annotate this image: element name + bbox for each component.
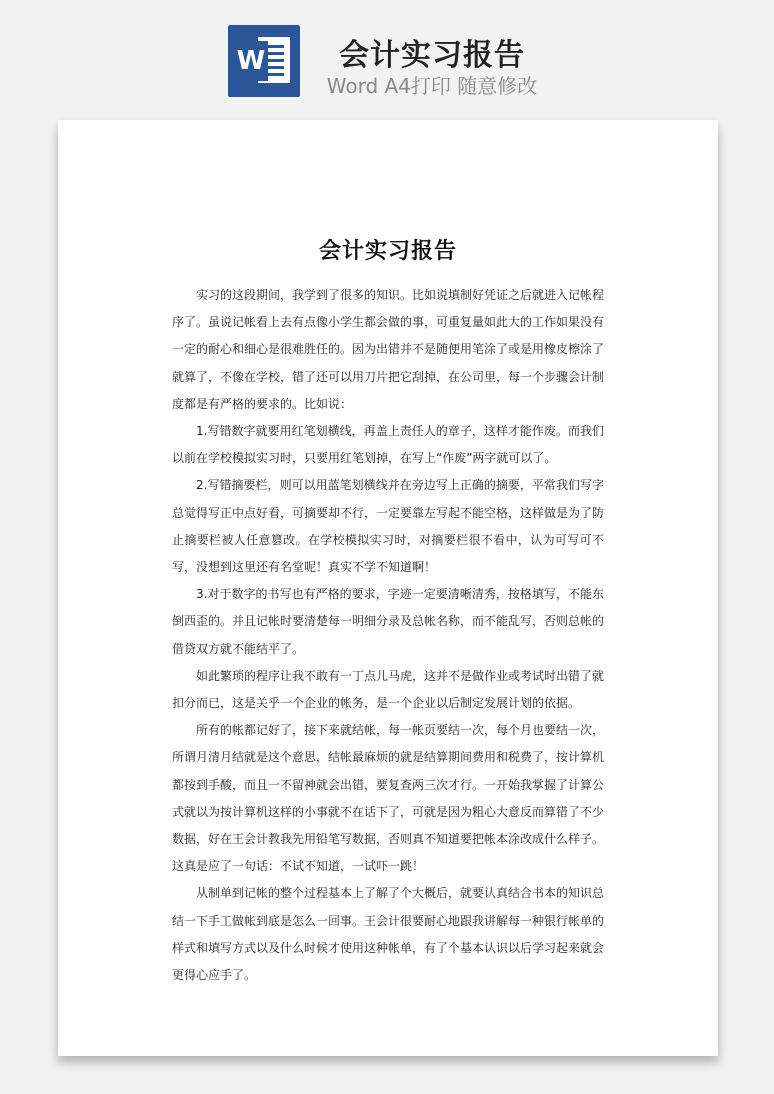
paragraph: 所有的帐都记好了，接下来就结帐，每一帐页要结一次，每个月也要结一次，所谓月清月结就是这个意思，结帐最麻烦的就是结算期间费用和税费了，按计算机都按到手酸，而且一不留神就会出错，要复查两三次才行。一开始我掌握了计算公式就以为按计算机这样的小事就不在话下了，可就是因为粗心大意反而算错了不少数据，好在王会计教我先用铅笔写数据，否则真不知道要把帐本涂改成什么样子。这真是应了一句话：不试不知道，一试吓一跳！ bbox=[172, 723, 605, 874]
paragraph: 2.写错摘要栏，则可以用蓝笔划横线并在旁边写上正确的摘要，平常我们写字总觉得写正中点好看，可摘要却不行，一定要靠左写起不能空格，这样做是为了防止摘要栏被人任意篡改。在学校模拟实习时，对摘要栏很不看中，认为可写可不写，没想到这里还有名堂呢！真实不学不知道啊！ bbox=[172, 478, 605, 575]
word-letter-w: W bbox=[234, 41, 268, 81]
header-subtitle: Word A4打印 随意修改 bbox=[326, 74, 538, 98]
header-title: 会计实习报告 bbox=[339, 38, 525, 73]
page-header bbox=[0, 0, 774, 110]
paragraph: 实习的这段期间，我学到了很多的知识。比如说填制好凭证之后就进入记帐程序了。虽说记帐看上去有点像小学生都会做的事，可重复量如此大的工作如果没有一定的耐心和细心是很难胜任的。因为出错并不是随便用笔涂了或是用橡皮檫涂了就算了，不像在学校，错了还可以用刀片把它刮掉，在公司里，每一个步骤会计制度都是有严格的要求的。比如说： bbox=[172, 288, 605, 411]
word-app-icon bbox=[228, 25, 300, 97]
paragraph: 从制单到记帐的整个过程基本上了解了个大概后，就要认真结合书本的知识总结一下手工做帐到底是怎么一回事。王会计很要耐心地跟我讲解每一种银行帐单的样式和填写方式以及什么时候才使用这种帐单，有了个基本认识以后学习起来就会更得心应手了。 bbox=[172, 886, 605, 983]
document-body bbox=[172, 282, 604, 989]
paragraph: 3.对于数字的书写也有严格的要求，字迹一定要清晰清秀，按格填写，不能东倒西歪的。并且记帐时要清楚每一明细分录及总帐名称，而不能乱写，否则总帐的借贷双方就不能结平了。 bbox=[172, 587, 605, 656]
paragraph: 如此繁琐的程序让我不敢有一丁点儿马虎，这并不是做作业或考试时出错了就扣分而已，这是关乎一个企业的帐务，是一个企业以后制定发展计划的依据。 bbox=[172, 668, 605, 711]
document-title: 会计实习报告 bbox=[318, 239, 457, 264]
paragraph: 1.写错数字就要用红笔划横线，再盖上责任人的章子，这样才能作废。而我们以前在学校模拟实习时，只要用红笔划掉，在写上“作废”两字就可以了。 bbox=[172, 424, 604, 466]
document-page bbox=[58, 120, 718, 1056]
